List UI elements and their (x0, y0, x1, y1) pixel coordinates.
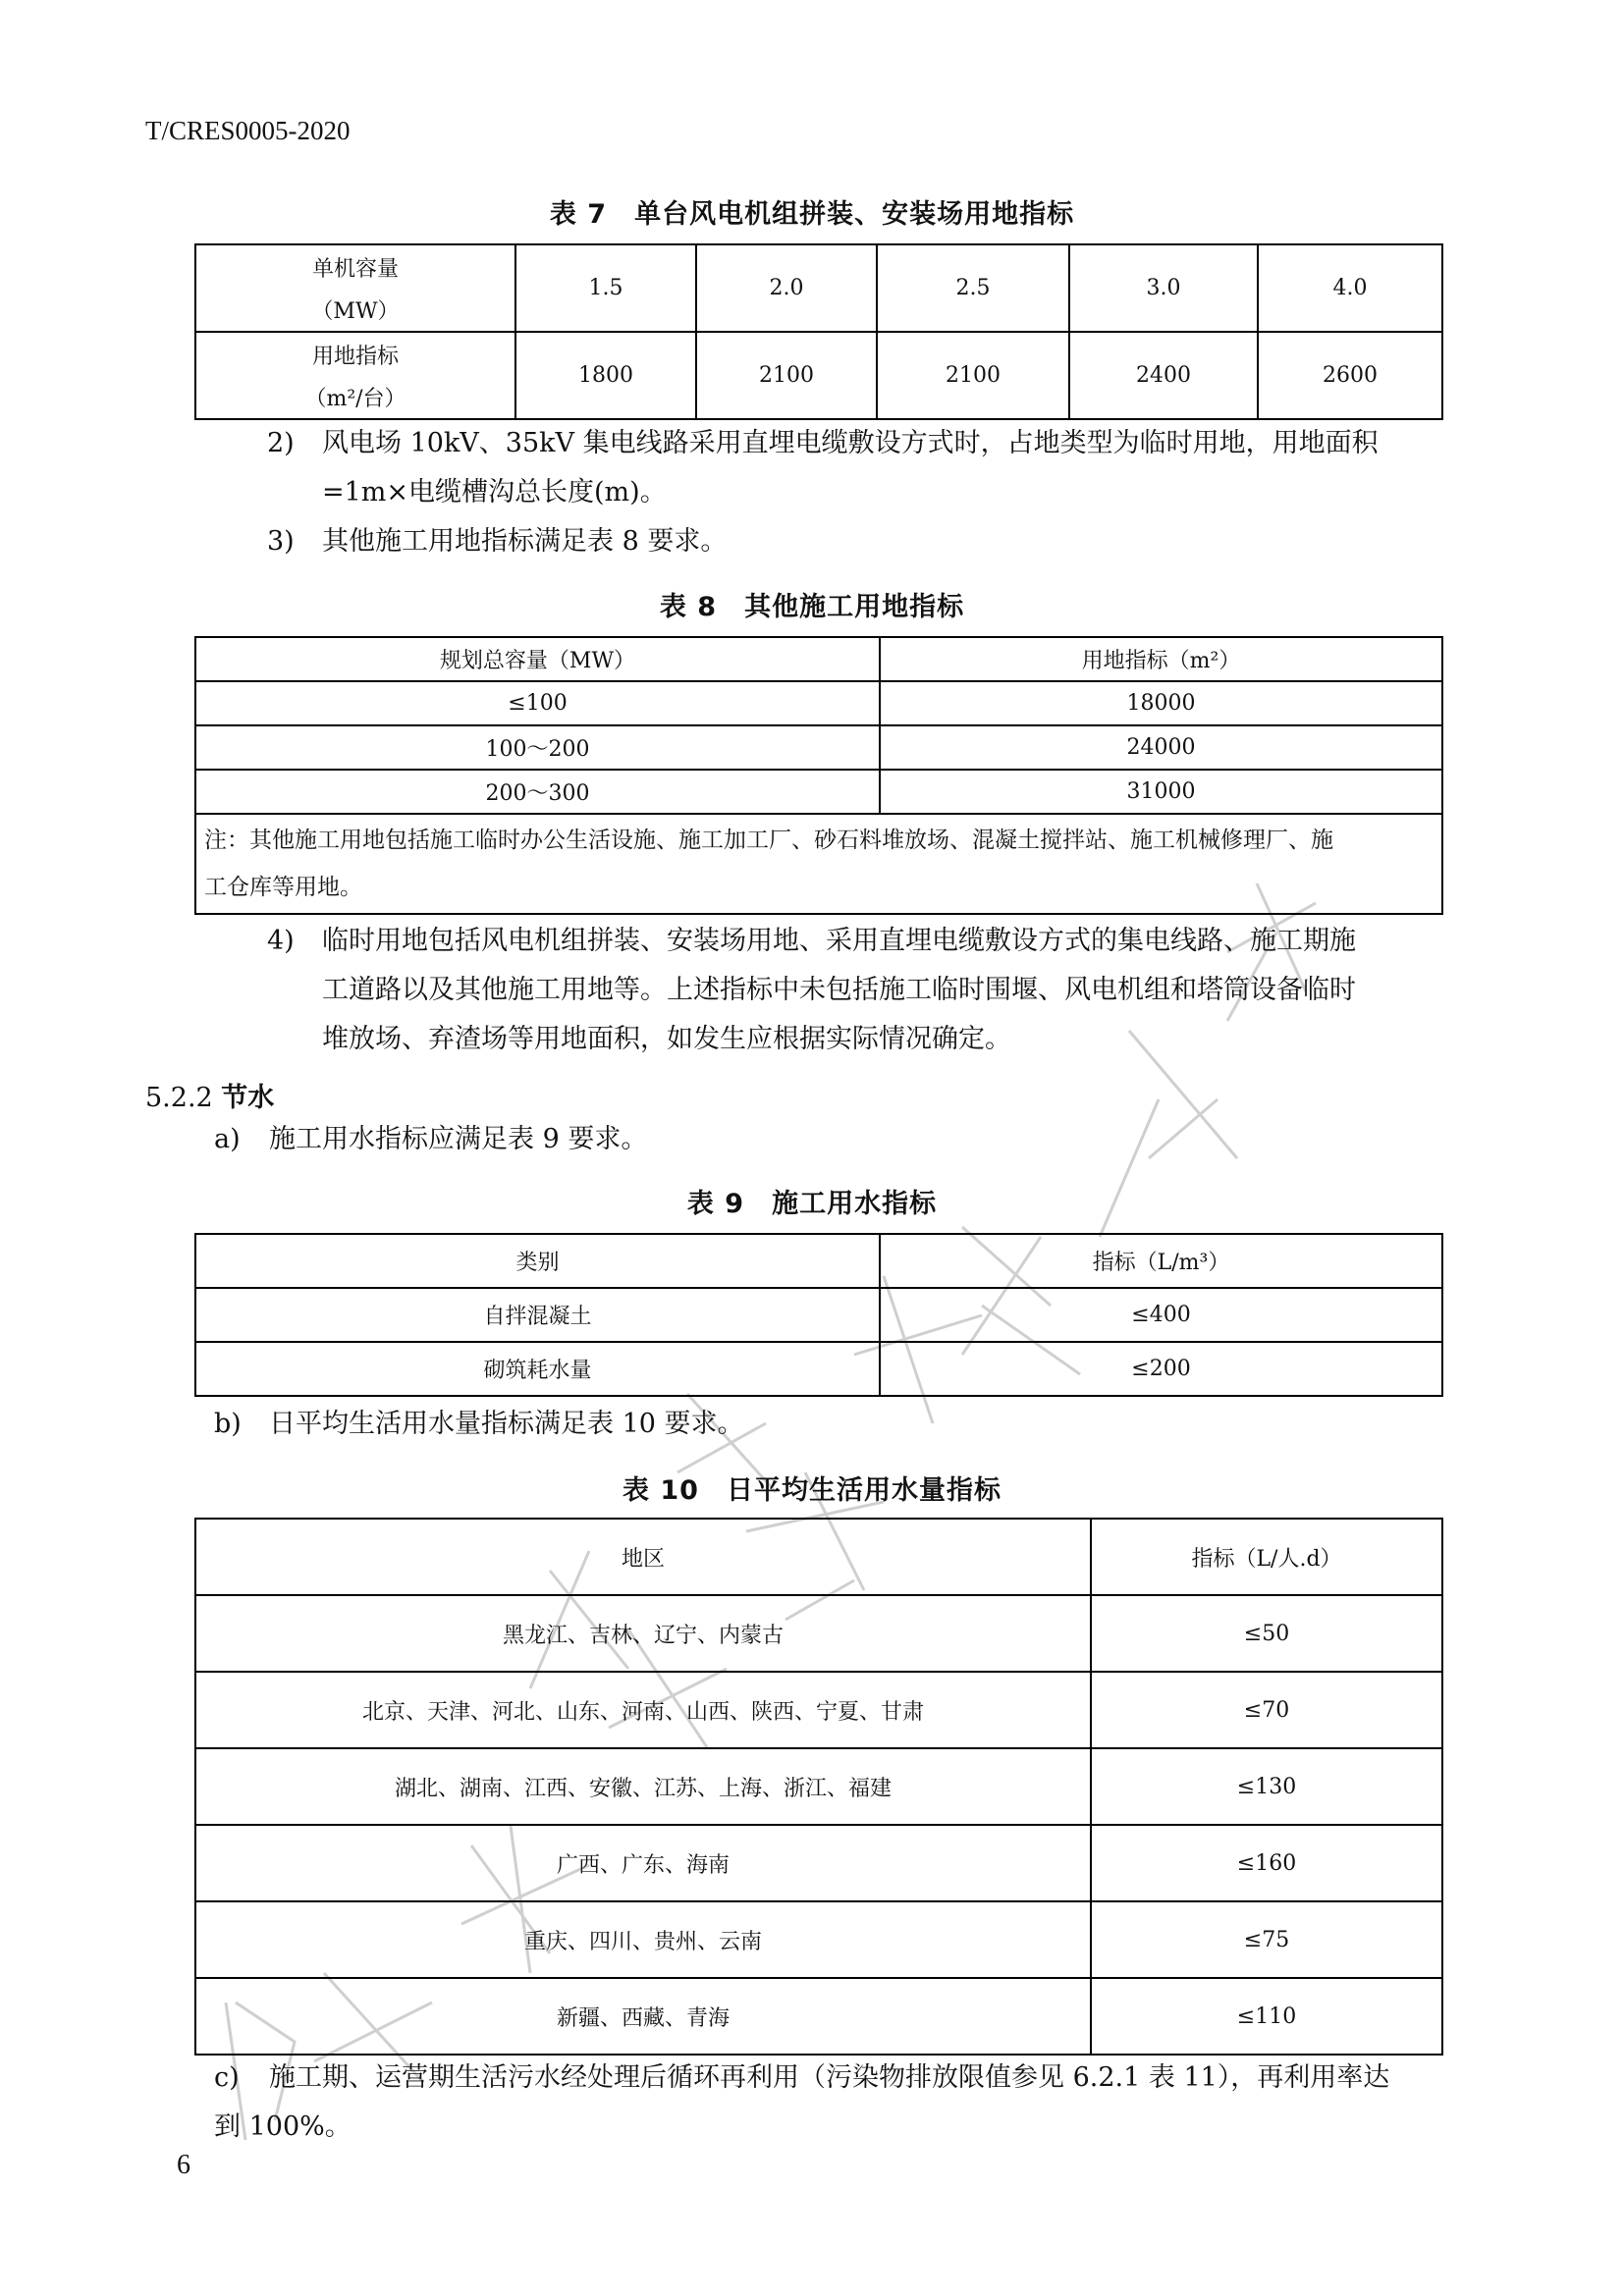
table-cell: 2100 (877, 332, 1069, 419)
table-row (195, 1901, 1442, 1978)
table-cell: ≤100 (195, 681, 880, 725)
table-cell: 1800 (515, 332, 696, 419)
table-cell: ≤400 (880, 1288, 1442, 1342)
table10 (194, 1518, 1443, 2056)
table7-row-label (195, 332, 515, 419)
table-row (195, 1748, 1442, 1825)
table9-caption: 表 9 施工用水指标 (686, 1189, 938, 1219)
table-row (195, 1825, 1442, 1901)
table-cell: 新疆、西藏、青海 (195, 1978, 1091, 2055)
table-cell: 北京、天津、河北、山东、河南、山西、陕西、宁夏、甘肃 (195, 1672, 1091, 1748)
table-row (195, 1595, 1442, 1672)
note-line2: 工仓库等用地。 (204, 875, 362, 900)
paragraph-text: 临时用地包括风电机组拼装、安装场用地、采用直埋电缆敷设方式的集电线路、施工期施 (322, 926, 1356, 956)
table-note-row (195, 814, 1442, 914)
table-row (195, 725, 1442, 770)
list-item-c (214, 2054, 1389, 2103)
list-number: 4) (267, 926, 295, 956)
table-header-row (195, 637, 1442, 681)
table-cell: 广西、广东、海南 (195, 1825, 1091, 1901)
paragraph-text: 其他施工用地指标满足表 8 要求。 (322, 526, 728, 557)
paragraph-text: 施工期、运营期生活污水经处理后循环再利用（污染物排放限值参见 6.2.1 表 11），再利用率达 (269, 2062, 1390, 2093)
table-cell: ≤70 (1091, 1672, 1442, 1748)
table-cell: 4.0 (1258, 244, 1442, 332)
table-cell: 砌筑耗水量 (195, 1342, 880, 1396)
table7-caption: 表 7 单台风电机组拼装、安装场用地指标 (549, 199, 1075, 230)
row-label-line1: 单机容量 (311, 256, 399, 282)
table-row (195, 1672, 1442, 1748)
section-number: 5.2.2 (145, 1083, 213, 1113)
list-item-a (214, 1115, 647, 1164)
table-cell: 24000 (880, 725, 1442, 770)
page-number: 6 (177, 2150, 190, 2180)
table-cell: 黑龙江、吉林、辽宁、内蒙古 (195, 1595, 1091, 1672)
column-header: 用地指标（m²） (880, 637, 1442, 681)
document-code: T/CRES0005-2020 (145, 116, 351, 145)
table8-note (195, 814, 1442, 914)
table-row (195, 681, 1442, 725)
list-item-2 (267, 419, 1379, 468)
table-row (195, 1978, 1442, 2055)
table-cell: ≤110 (1091, 1978, 1442, 2055)
section-heading (145, 1076, 274, 1114)
table-cell: 31000 (880, 770, 1442, 814)
table-cell: ≤75 (1091, 1901, 1442, 1978)
table7-row-landuse (195, 332, 1442, 419)
table-cell: 2100 (696, 332, 877, 419)
section-title: 节水 (221, 1083, 275, 1113)
table-row (195, 1342, 1442, 1396)
table-cell: 湖北、湖南、江西、安徽、江苏、上海、浙江、福建 (195, 1748, 1091, 1825)
list-item-4-line2: 工道路以及其他施工用地等。上述指标中未包括施工临时围堰、风电机组和塔筒设备临时 (322, 975, 1356, 1005)
table8 (194, 636, 1443, 915)
table-cell: 18000 (880, 681, 1442, 725)
paragraph-text: 风电场 10kV、35kV 集电线路采用直埋电缆敷设方式时，占地类型为临时用地，用地面积 (322, 428, 1379, 458)
table-row (195, 770, 1442, 814)
table7-row-capacity (195, 244, 1442, 332)
list-item-b (214, 1400, 744, 1449)
list-item-4 (267, 917, 1356, 966)
table-cell: ≤160 (1091, 1825, 1442, 1901)
table7 (194, 243, 1443, 420)
row-label-line2: （m²/台） (304, 386, 406, 411)
table-header-row (195, 1234, 1442, 1288)
table-cell: 1.5 (515, 244, 696, 332)
list-item-c-continued: 到 100%。 (214, 2111, 352, 2142)
table-cell: ≤200 (880, 1342, 1442, 1396)
table-header-row (195, 1519, 1442, 1595)
table-cell: 2.0 (696, 244, 877, 332)
table-cell: 2600 (1258, 332, 1442, 419)
column-header: 类别 (195, 1234, 880, 1288)
row-label-line2: （MW） (311, 298, 400, 324)
list-number: 2) (267, 428, 295, 458)
table-cell: 2.5 (877, 244, 1069, 332)
column-header: 指标（L/人.d） (1091, 1519, 1442, 1595)
table8-caption: 表 8 其他施工用地指标 (659, 592, 965, 622)
list-number: c) (214, 2062, 240, 2093)
list-number: a) (214, 1124, 241, 1154)
column-header: 地区 (195, 1519, 1091, 1595)
paragraph-text: 日平均生活用水量指标满足表 10 要求。 (269, 1409, 744, 1439)
table-cell: 重庆、四川、贵州、云南 (195, 1901, 1091, 1978)
table-cell: 3.0 (1069, 244, 1258, 332)
column-header: 规划总容量（MW） (195, 637, 880, 681)
column-header: 指标（L/m³） (880, 1234, 1442, 1288)
list-number: 3) (267, 526, 295, 557)
note-line1: 注：其他施工用地包括施工临时办公生活设施、施工加工厂、砂石料堆放场、混凝土搅拌站、施工机械修理厂、施 (204, 828, 1333, 853)
paragraph-text: 施工用水指标应满足表 9 要求。 (269, 1124, 648, 1154)
table-cell: 自拌混凝土 (195, 1288, 880, 1342)
list-item-2-continued: =1m×电缆槽沟总长度(m)。 (322, 477, 667, 507)
table-cell: ≤130 (1091, 1748, 1442, 1825)
table-cell: 100～200 (195, 725, 880, 770)
table-cell: 2400 (1069, 332, 1258, 419)
list-item-3 (267, 517, 727, 566)
table-cell: 200～300 (195, 770, 880, 814)
table9 (194, 1233, 1443, 1397)
table-cell: ≤50 (1091, 1595, 1442, 1672)
table7-row-label (195, 244, 515, 332)
list-item-4-line3: 堆放场、弃渣场等用地面积，如发生应根据实际情况确定。 (322, 1024, 1011, 1054)
row-label-line1: 用地指标 (311, 344, 399, 369)
table10-caption: 表 10 日平均生活用水量指标 (623, 1475, 1001, 1506)
list-number: b) (214, 1409, 242, 1439)
table-row (195, 1288, 1442, 1342)
